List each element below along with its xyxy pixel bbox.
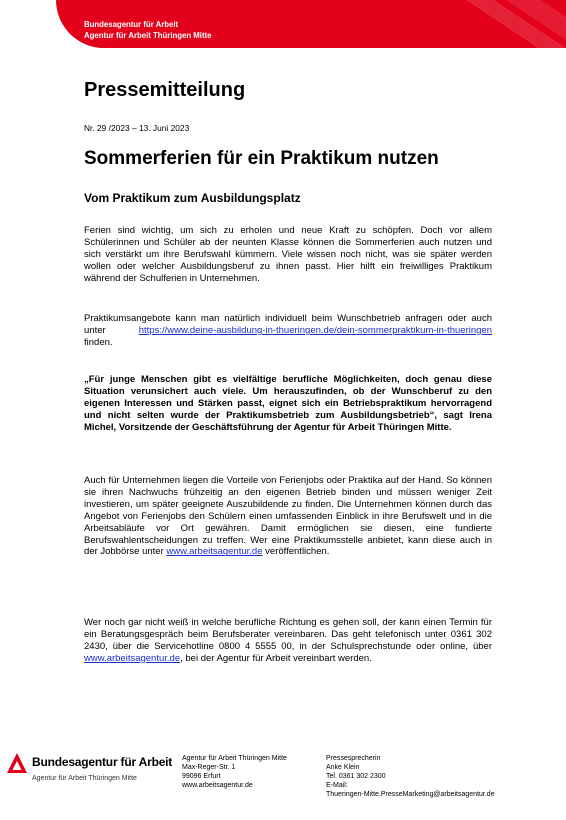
arbeitsagentur-link[interactable]: www.arbeitsagentur.de xyxy=(166,546,263,558)
page-subtitle: Vom Praktikum zum Ausbildungsplatz xyxy=(84,191,301,205)
paragraph-counseling xyxy=(84,617,492,665)
footer-brand: Bundesagentur für Arbeit xyxy=(32,755,173,769)
header-org-name: Bundesagentur für Arbeit xyxy=(84,20,179,29)
paragraph-text: Praktikumsangebote kann man natürlich individuell beim Wunschbetrieb anfragen oder auch unter xyxy=(84,313,492,336)
press-release-number-date: Nr. 29 /2023 – 13. Juni 2023 xyxy=(84,123,190,133)
footer-agency: Agentur für Arbeit Thüringen Mitte xyxy=(32,775,137,782)
footer-press-phone: Tel. 0361 302 2300 xyxy=(326,773,386,780)
footer-address-street: Max-Reger-Str. 1 xyxy=(182,764,236,771)
ba-logo-watermark-icon xyxy=(446,0,566,48)
footer-address xyxy=(182,754,287,790)
paragraph-quote: „Für junge Menschen gibt es vielfältige berufliche Möglichkeiten, doch genau diese Situation verunsichert auch viele. Um herauszufinden, ob der Wunschberuf zu den eigenen Interessen und Stärken passt, eignet sich ein Betriebspraktikum hervorragend und nicht selten wurde der Praktikumsbetrieb zum Ausbildungsbetrieb“, sagt Irena Michel, Vorsitzende der Geschäftsführung der Agentur für Arbeit Thüringen Mitte. xyxy=(84,374,492,433)
footer-press-label: Pressesprecherin xyxy=(326,755,381,762)
paragraph-text: Wer noch gar nicht weiß in welche berufliche Richtung es gehen soll, der kann einen Termin für ein Beratungsgespräch beim Berufsberater vereinbaren. Das geht telefonisch unter 0361 302 2430, über die Servicehotline 0800 4 5555 00, in der Schulsprechstunde oder online, über xyxy=(84,617,492,652)
paragraph-employers xyxy=(84,475,492,558)
header-agency-name: Agentur für Arbeit Thüringen Mitte xyxy=(84,31,212,40)
paragraph-offers xyxy=(84,313,492,349)
sommerpraktikum-link[interactable]: https://www.deine-ausbildung-in-thueringen.de/dein-sommerpraktikum-in-thueringen xyxy=(138,324,492,336)
footer-press-email[interactable]: Thueringen-Mitte.PresseMarketing@arbeitsagentur.de xyxy=(326,791,495,798)
document-type: Pressemitteilung xyxy=(84,79,246,101)
footer-address-web[interactable]: www.arbeitsagentur.de xyxy=(182,782,253,789)
paragraph-text: , bei der Agentur für Arbeit vereinbart werden. xyxy=(180,652,372,664)
footer-address-name: Agentur für Arbeit Thüringen Mitte xyxy=(182,755,287,762)
paragraph-intro: Ferien sind wichtig, um sich zu erholen und neue Kraft zu schöpfen. Doch vor allem Schülerinnen und Schüler ab der neunten Klasse können die Sommerferien auch nutzen und sich verstärkt um ihre Berufswahl kümmern. Viele wissen noch nicht, was sie später werden wollen oder welcher Ausbildungsberuf zu ihnen passt. Hier hilft ein freiwilliges Praktikum während der Schulferien in Unternehmen. xyxy=(84,225,492,284)
footer-address-city: 99096 Erfurt xyxy=(182,773,221,780)
paragraph-text: finden. xyxy=(84,336,113,348)
paragraph-text: Auch für Unternehmen liegen die Vorteile von Ferienjobs oder Praktika auf der Hand. So können sie ihren Nachwuchs frühzeitig an den eigenen Betrieb binden und müssen weniger Zeit investieren, um später geeignete Auszubildende zu finden. Die Unternehmen können durch das Angebot von Ferienjobs den Schülern einen umfassenden Einblick in ihre Berufswelt und in die Arbeitsabläufe vor Ort gewähren. Damit ermöglichen sie diesen, eine fundierte Berufswahlentscheidungen zu treffen. Wer eine Praktikumsstelle anbietet, kann diese auch in der Jobbörse unter xyxy=(84,475,492,558)
paragraph-text: veröffentlichen. xyxy=(262,546,330,558)
arbeitsagentur-link[interactable]: www.arbeitsagentur.de xyxy=(84,652,181,664)
page-title: Sommerferien für ein Praktikum nutzen xyxy=(84,148,439,169)
footer-press-name: Anke Klein xyxy=(326,764,360,771)
footer-press-contact xyxy=(326,754,495,799)
footer-press-email-label: E-Mail: xyxy=(326,782,348,789)
ba-logo-icon xyxy=(6,752,28,774)
